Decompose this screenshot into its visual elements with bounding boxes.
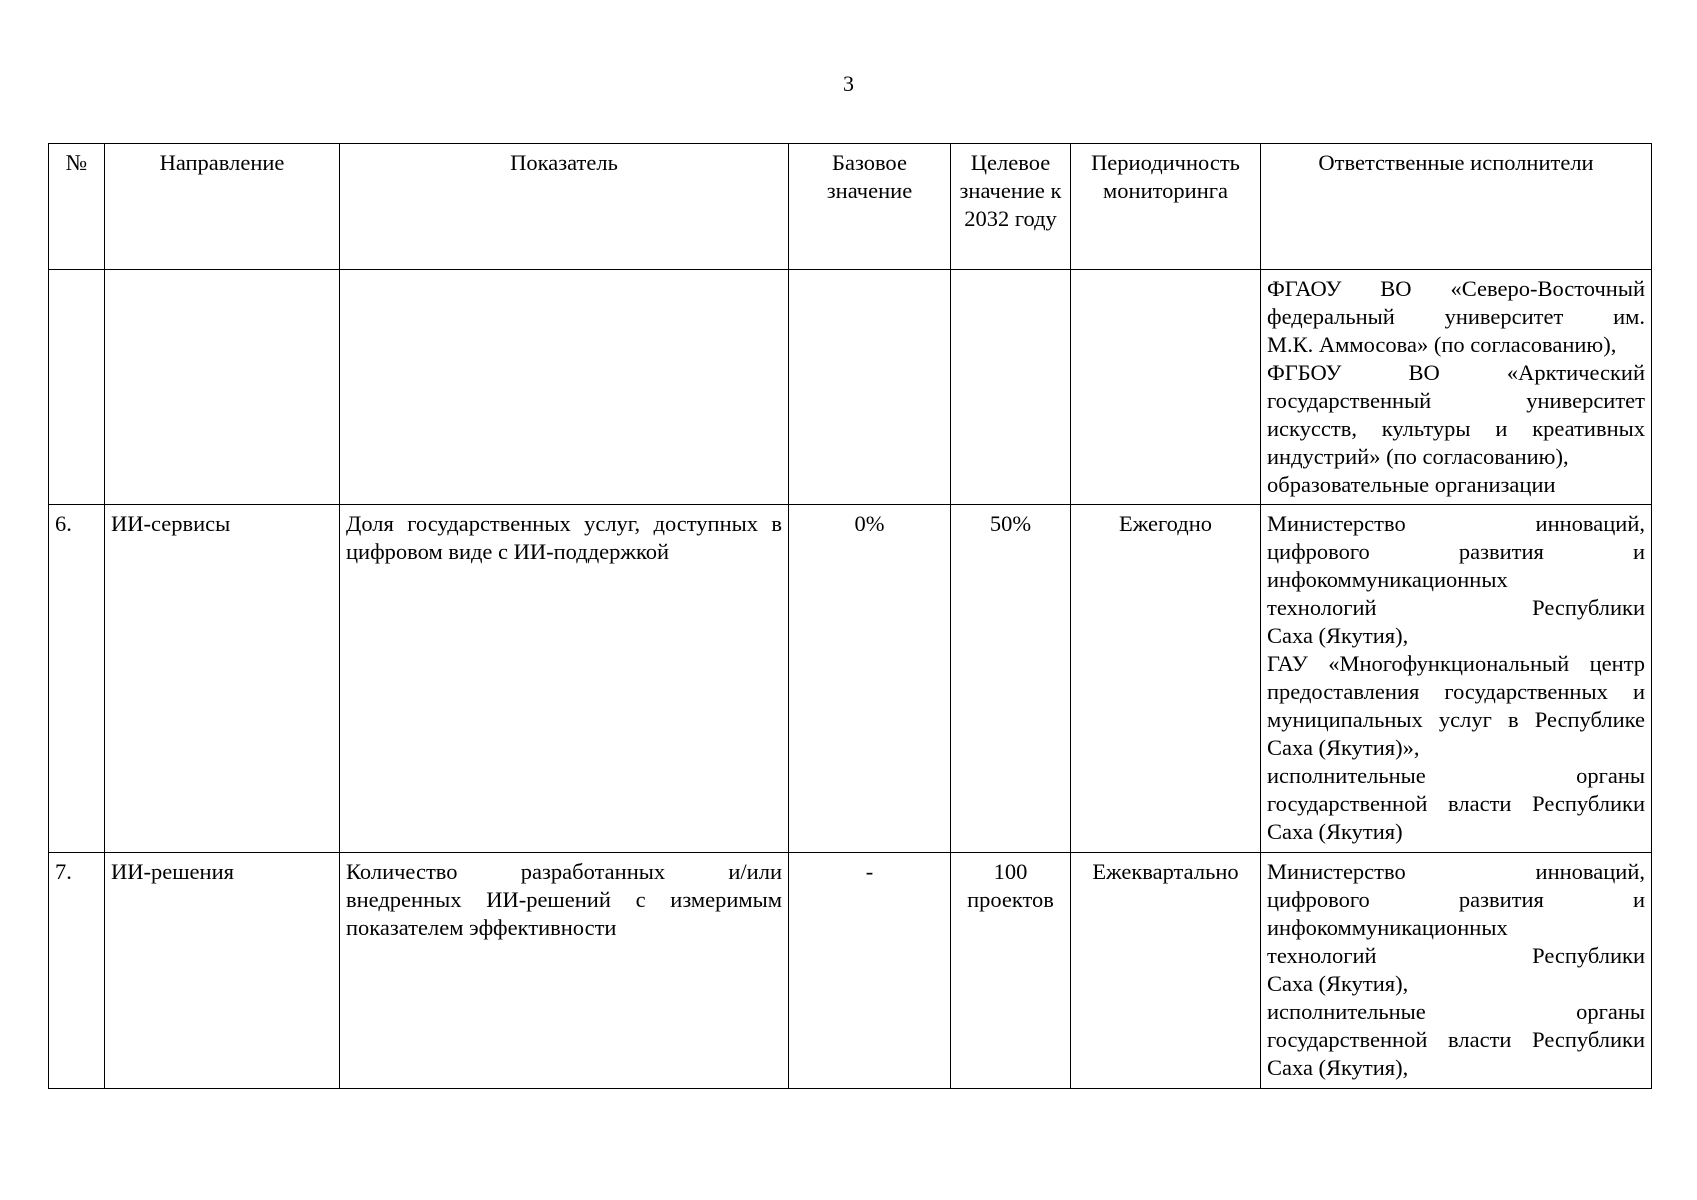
responsible-line: государственный университет xyxy=(1267,388,1645,413)
responsible-line: предоставления государственных и xyxy=(1267,679,1645,704)
cell-periodicity: Ежеквартально xyxy=(1071,853,1261,1089)
responsible-line: Министерство инноваций, xyxy=(1267,859,1645,884)
table-row xyxy=(49,853,1652,1089)
responsible-line: инфокоммуникационных xyxy=(1267,567,1508,592)
table-header-row xyxy=(49,144,1652,270)
responsible-line: ФГБОУ ВО «Арктический xyxy=(1267,360,1645,385)
responsible-line: Министерство инноваций, xyxy=(1267,511,1645,536)
table-row-continued xyxy=(49,270,1652,505)
cell-periodicity xyxy=(1071,270,1261,505)
responsible-line: Саха (Якутия)», xyxy=(1267,735,1420,760)
page-number: 3 xyxy=(843,71,854,96)
responsible-line: Саха (Якутия), xyxy=(1267,971,1409,996)
cell-num: 7. xyxy=(49,853,105,1089)
responsible-line: технологий Республики xyxy=(1267,943,1645,968)
cell-responsible xyxy=(1261,853,1652,1089)
cell-target-value xyxy=(951,270,1071,505)
responsible-line: муниципальных услуг в Республике xyxy=(1267,707,1645,732)
cell-direction: ИИ-решения xyxy=(105,853,340,1089)
responsible-line: Саха (Якутия), xyxy=(1267,1055,1409,1080)
responsible-line: образовательные организации xyxy=(1267,472,1556,497)
responsible-line: цифрового развития и xyxy=(1267,887,1645,912)
responsible-line: искусств, культуры и креативных xyxy=(1267,416,1645,441)
cell-responsible xyxy=(1261,270,1652,505)
responsible-line: федеральный университет им. xyxy=(1267,304,1645,329)
cell-target-value: 50% xyxy=(951,505,1071,853)
cell-base-value: - xyxy=(789,853,951,1089)
header-responsible: Ответственные исполнители xyxy=(1261,144,1652,270)
cell-base-value xyxy=(789,270,951,505)
header-indicator: Показатель xyxy=(340,144,789,270)
header-target-value: Целевое значение к 2032 году xyxy=(951,144,1071,270)
cell-periodicity: Ежегодно xyxy=(1071,505,1261,853)
responsible-line: М.К. Аммосова» (по согласованию), xyxy=(1267,332,1617,357)
responsible-line: индустрий» (по согласованию), xyxy=(1267,444,1569,469)
responsible-line: Саха (Якутия), xyxy=(1267,623,1409,648)
cell-direction: ИИ-сервисы xyxy=(105,505,340,853)
responsible-line: исполнительные органы xyxy=(1267,763,1645,788)
responsible-line: инфокоммуникационных xyxy=(1267,915,1508,940)
header-direction: Направление xyxy=(105,144,340,270)
header-periodicity: Периодичность мониторинга xyxy=(1071,144,1261,270)
responsible-line: исполнительные органы xyxy=(1267,999,1645,1024)
responsible-line: цифрового развития и xyxy=(1267,539,1645,564)
cell-base-value: 0% xyxy=(789,505,951,853)
table-row xyxy=(49,505,1652,853)
responsible-line: ГАУ «Многофункциональный центр xyxy=(1267,651,1645,676)
responsible-line: государственной власти Республики xyxy=(1267,1027,1645,1052)
header-num: № xyxy=(49,144,105,270)
cell-indicator: Количество разработанных и/или внедренных ИИ-решений с измеримым показателем эффективности xyxy=(340,853,789,1089)
cell-num: 6. xyxy=(49,505,105,853)
responsible-line: ФГАОУ ВО «Северо-Восточный xyxy=(1267,276,1645,301)
responsible-line: технологий Республики xyxy=(1267,595,1645,620)
cell-indicator: Доля государственных услуг, доступных в цифровом виде с ИИ-поддержкой xyxy=(340,505,789,853)
cell-target-value: 100 проектов xyxy=(951,853,1071,1089)
indicators-table xyxy=(48,143,1652,1089)
cell-direction xyxy=(105,270,340,505)
cell-responsible xyxy=(1261,505,1652,853)
header-base-value: Базовое значение xyxy=(789,144,951,270)
cell-indicator xyxy=(340,270,789,505)
responsible-line: Саха (Якутия) xyxy=(1267,819,1403,844)
responsible-line: государственной власти Республики xyxy=(1267,791,1645,816)
cell-num xyxy=(49,270,105,505)
